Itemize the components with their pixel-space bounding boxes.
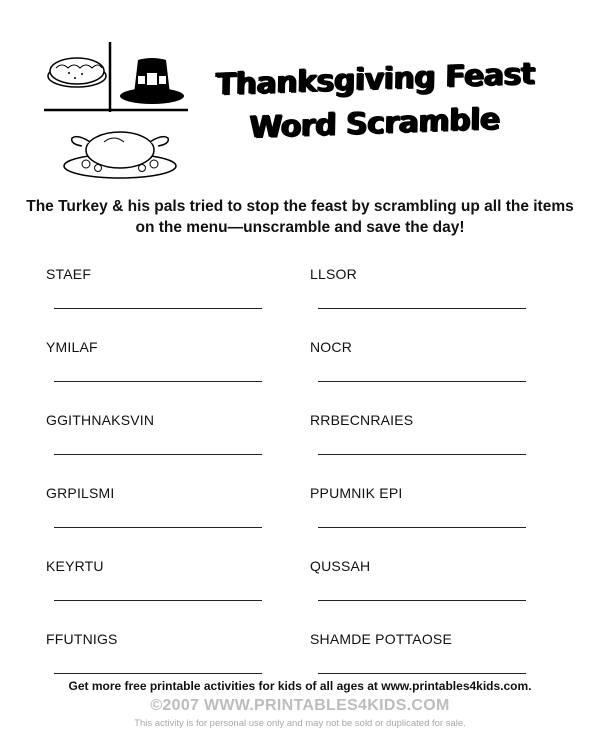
scrambled-word: FFUTNIGS <box>46 631 118 647</box>
answer-line[interactable] <box>318 308 526 309</box>
word-item <box>310 339 540 399</box>
word-item <box>46 558 276 618</box>
word-item <box>46 339 276 399</box>
scrambled-word: SHAMDE POTTAOSE <box>310 631 452 647</box>
copyright: ©2007 WWW.PRINTABLES4KIDS.COM <box>150 697 450 714</box>
word-item <box>310 485 540 545</box>
instructions: The Turkey & his pals tried to stop the feast by scrambling up all the items on the menu—unscramble and save the day! <box>26 198 574 236</box>
disclaimer: This activity is for personal use only and may not be sold or duplicated for sale. <box>134 718 466 729</box>
scrambled-word: YMILAF <box>46 339 98 355</box>
word-item <box>46 412 276 472</box>
pilgrim-hat-icon <box>120 58 184 104</box>
clipart <box>42 38 192 188</box>
answer-line[interactable] <box>54 527 262 528</box>
title-line-2: Word Scramble <box>249 101 501 146</box>
word-item <box>310 266 540 326</box>
scrambled-word: GRPILSMI <box>46 485 115 501</box>
scrambled-word: LLSOR <box>310 266 357 282</box>
scrambled-word: NOCR <box>310 339 353 355</box>
answer-line[interactable] <box>318 673 526 674</box>
word-item <box>310 412 540 472</box>
scrambled-word: STAEF <box>46 266 92 282</box>
answer-line[interactable] <box>54 600 262 601</box>
scrambled-word: RRBECNRAIES <box>310 412 414 428</box>
answer-line[interactable] <box>318 454 526 455</box>
title-line-1: Thanksgiving Feast <box>215 56 536 103</box>
scrambled-word: KEYRTU <box>46 558 104 574</box>
word-item <box>310 558 540 618</box>
answer-line[interactable] <box>318 381 526 382</box>
pie-icon <box>48 58 106 87</box>
word-item <box>46 266 276 326</box>
answer-line[interactable] <box>54 381 262 382</box>
scrambled-word: GGITHNAKSVIN <box>46 412 155 428</box>
footer-more-activities: Get more free printable activities for kids of all ages at www.printables4kids.com. <box>68 679 532 693</box>
answer-line[interactable] <box>54 308 262 309</box>
scrambled-word: PPUMNIK EPI <box>310 485 403 501</box>
roast-turkey-icon <box>64 132 176 178</box>
page-title <box>204 52 545 152</box>
word-item <box>46 485 276 545</box>
answer-line[interactable] <box>54 673 262 674</box>
answer-line[interactable] <box>318 527 526 528</box>
answer-line[interactable] <box>318 600 526 601</box>
scrambled-word: QUSSAH <box>310 558 371 574</box>
answer-line[interactable] <box>54 454 262 455</box>
